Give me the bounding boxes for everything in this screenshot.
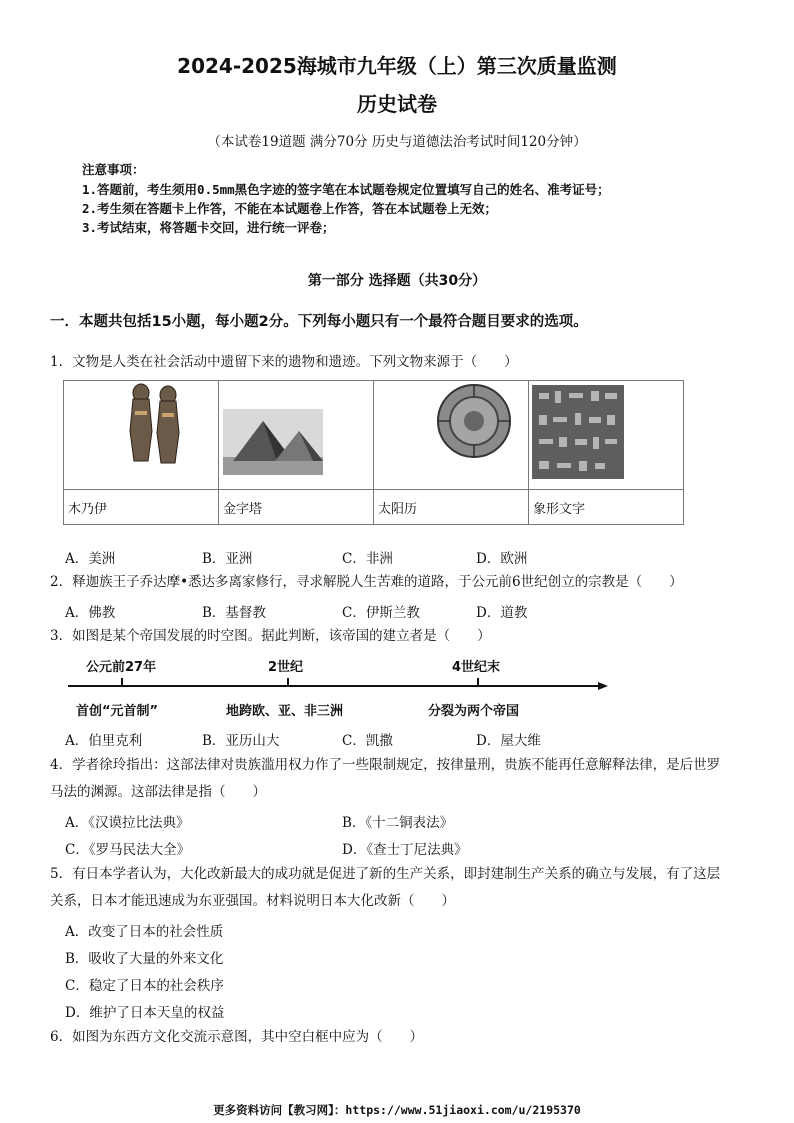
sun-calendar-image (374, 381, 528, 485)
table-cell: 金字塔 (219, 490, 374, 525)
question-2-stem: 2．释迦族王子乔达摩•悉达多离家修行，寻求解脱人生苦难的道路，于公元前6世纪创立的宗教是（ ） (50, 574, 683, 590)
question-5-stem-line-1: 5．有日本学者认为，大化改新最大的成功就是促进了新的生产关系，即封建制生产关系的确立与发展，有了这层 (50, 866, 721, 882)
hieroglyph-image (529, 381, 683, 485)
q5-option-a[interactable]: A．改变了日本的社会性质 (65, 924, 224, 940)
hieroglyph-image-cell (529, 381, 684, 490)
pyramid-image (219, 381, 373, 485)
section-title: 第一部分 选择题（共30分） (307, 273, 487, 289)
timeline-event: 分裂为两个帝国 (428, 704, 520, 719)
table-cell: 象形文字 (529, 490, 684, 525)
notice-item: 3.考试结束，将答题卡交回，进行统一评卷； (82, 220, 335, 235)
q5-option-d[interactable]: D．维护了日本天皇的权益 (65, 1005, 225, 1021)
timeline-event: 地跨欧、亚、非三洲 (226, 704, 344, 719)
q3-option-b[interactable]: B．亚历山大 (202, 733, 280, 749)
q3-option-c[interactable]: C．凯撒 (342, 733, 393, 749)
q1-option-c[interactable]: C．非洲 (342, 551, 393, 567)
sun-calendar-image-cell (374, 381, 529, 490)
exam-title: 2024-2025海城市九年级（上）第三次质量监测 (177, 54, 617, 78)
question-3-stem: 3．如图是某个帝国发展的时空图。据此判断，该帝国的建立者是（ ） (50, 628, 491, 644)
timeline-date: 公元前27年 (86, 660, 157, 675)
exam-info: （本试卷19道题 满分70分 历史与道德法治考试时间120分钟） (207, 134, 587, 150)
q1-option-b[interactable]: B．亚洲 (202, 551, 253, 567)
part-instruction: 一．本题共包括15小题，每小题2分。下列每小题只有一个最符合题目要求的选项。 (50, 314, 588, 330)
q4-option-d[interactable]: D．《查士丁尼法典》 (342, 842, 468, 858)
q4-option-c[interactable]: C．《罗马民法大全》 (65, 842, 191, 858)
question-5-stem-line-2: 关系，日本才能迅速成为东亚强国。材料说明日本大化改新（ ） (50, 893, 455, 909)
pyramid-image-cell (219, 381, 374, 490)
q4-option-b[interactable]: B．《十二铜表法》 (342, 815, 454, 831)
q5-option-b[interactable]: B．吸收了大量的外来文化 (65, 951, 224, 967)
notice-heading: 注意事项： (82, 162, 145, 177)
notice-item: 2.考生须在答题卡上作答，不能在本试题卷上作答，答在本试题卷上无效； (82, 201, 498, 216)
q3-option-a[interactable]: A．伯里克利 (65, 733, 143, 749)
question-1-stem: 1．文物是人类在社会活动中遗留下来的遗物和遗迹。下列文物来源于（ ） (50, 354, 518, 370)
q3-option-d[interactable]: D．屋大维 (476, 733, 541, 749)
exam-subtitle: 历史试卷 (357, 92, 437, 116)
q2-option-c[interactable]: C．伊斯兰教 (342, 605, 420, 621)
q2-option-b[interactable]: B．基督教 (202, 605, 266, 621)
footer-link[interactable]: 更多资料访问【教习网】：https://www.51jiaoxi.com/u/2195370 (213, 1103, 581, 1117)
timeline-event: 首创“元首制” (76, 704, 159, 719)
mummy-image (64, 381, 218, 485)
q2-option-d[interactable]: D．道教 (476, 605, 528, 621)
empire-timeline (60, 652, 620, 722)
q5-option-c[interactable]: C．稳定了日本的社会秩序 (65, 978, 224, 994)
question-6-stem: 6．如图为东西方文化交流示意图，其中空白框中应为（ ） (50, 1029, 424, 1045)
timeline-date: 4世纪末 (452, 660, 501, 675)
q2-option-a[interactable]: A．佛教 (65, 605, 116, 621)
q1-option-d[interactable]: D．欧洲 (476, 551, 528, 567)
q4-option-a[interactable]: A．《汉谟拉比法典》 (65, 815, 190, 831)
notice-item: 1.答题前，考生须用0.5mm黑色字迹的签字笔在本试题卷规定位置填写自己的姓名、准考证号； (82, 182, 610, 197)
question-4-stem-line-1: 4．学者徐玲指出：这部法律对贵族滥用权力作了一些限制规定，按律量刑，贵族不能再任意解释法律，是后世罗 (50, 757, 721, 773)
question-4-stem-line-2: 马法的渊源。这部法律是指（ ） (50, 784, 266, 800)
timeline-date: 2世纪 (268, 660, 304, 675)
question-1-table (63, 380, 684, 525)
table-cell: 木乃伊 (64, 490, 219, 525)
q1-option-a[interactable]: A．美洲 (65, 551, 116, 567)
mummy-image-cell (64, 381, 219, 490)
table-cell: 太阳历 (374, 490, 529, 525)
